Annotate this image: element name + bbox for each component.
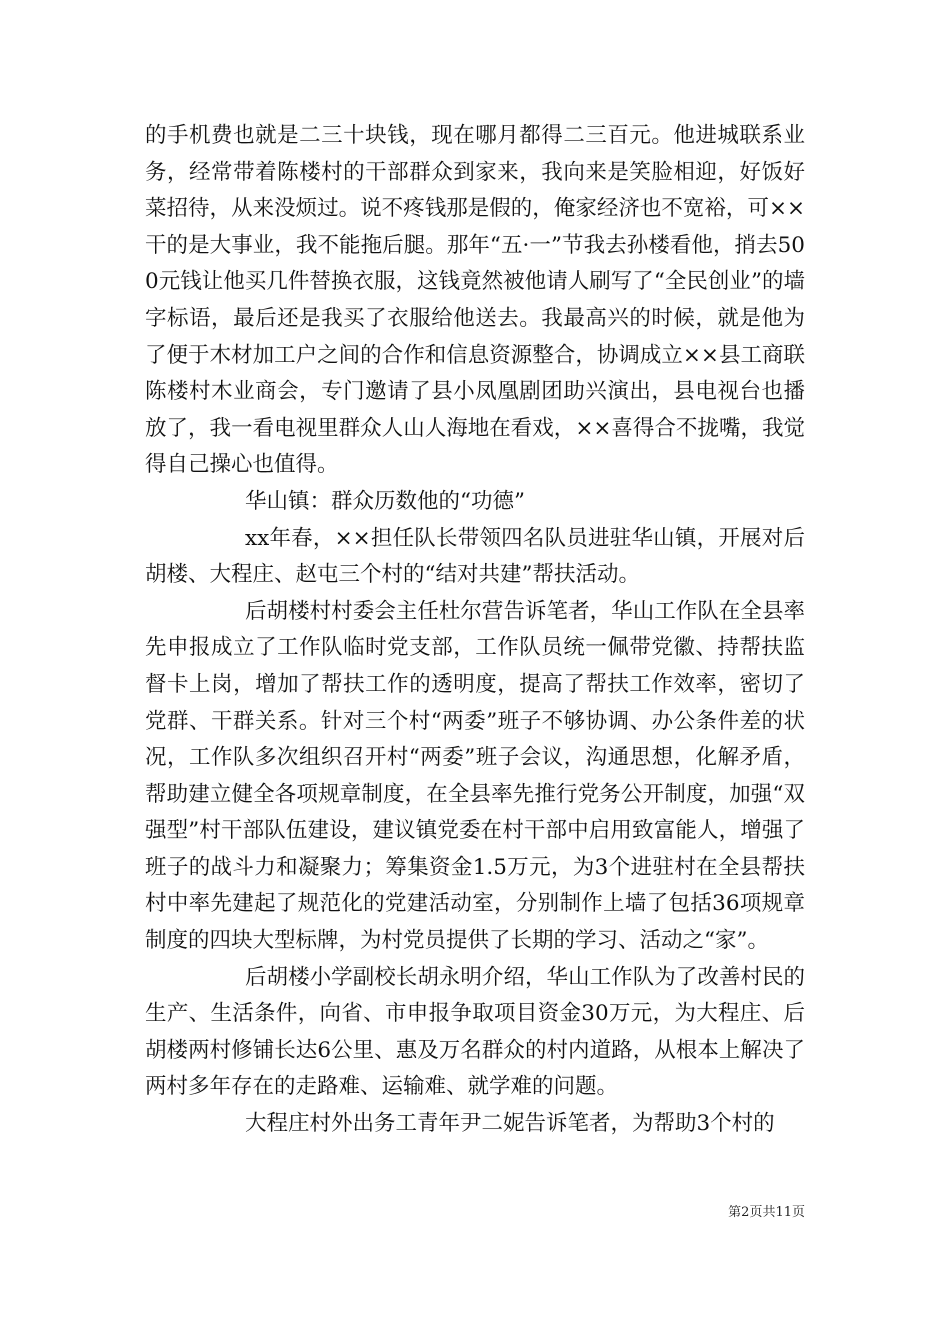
paragraph-du-eryng: 后胡楼村村委会主任杜尔营告诉笔者，华山工作队在全县率先申报成立了工作队临时党支部，工作队员统一佩带党徽、持帮扶监督卡上岗，增加了帮扶工作的透明度，提高了帮扶工作效率，密切了党群、干群关系。针对三个村“两委”班子不够协调、办公条件差的状况，工作队多次组织召开村“两委”班子会议，沟通思想，化解矛盾，帮助建立健全各项规章制度，在全县率先推行党务公开制度，加强“双强型”村干部队伍建设，建议镇党委在村干部中启用致富能人，增强了班子的战斗力和凝聚力；筹集资金1.5万元，为3个进驻村在全县帮扶村中率先建起了规范化的党建活动室，分别制作上墙了包括36项规章制度的四块大型标牌，为村党员提供了长期的学习、活动之“家”。 xyxy=(145,598,805,954)
document-body xyxy=(145,118,805,1143)
paragraph-yin-erni: 大程庄村外出务工青年尹二妮告诉笔者，为帮助3个村的 xyxy=(245,1111,775,1137)
page-number-footer: 第2页共11页 xyxy=(728,1205,805,1220)
section-heading-huashan: 华山镇：群众历数他的“功德” xyxy=(245,488,525,514)
paragraph-hu-yongming: 后胡楼小学副校长胡永明介绍，华山工作队为了改善村民的生产、生活条件，向省、市申报争取项目资金30万元，为大程庄、后胡楼两村修铺长达6公里、惠及万名群众的村内道路，从根本上解决了两村多年存在的走路难、运输难、就学难的问题。 xyxy=(145,964,805,1100)
paragraph-continuation: 的手机费也就是二三十块钱，现在哪月都得二三百元。他进城联系业务，经常带着陈楼村的干部群众到家来，我向来是笑脸相迎，好饭好菜招待，从来没烦过。说不疼钱那是假的，俺家经济也不宽裕，可××干的是大事业，我不能拖后腿。那年“五·一”节我去孙楼看他，捎去500元钱让他买几件替换衣服，这钱竟然被他请人刷写了“全民创业”的墙字标语，最后还是我买了衣服给他送去。我最高兴的时候，就是他为了便于木材加工户之间的合作和信息资源整合，协调成立××县工商联陈楼村木业商会，专门邀请了县小凤凰剧团助兴演出，县电视台也播放了，我一看电视里群众人山人海地在看戏，××喜得合不拢嘴，我觉得自己操心也值得。 xyxy=(145,123,805,478)
paragraph-intro: xx年春，××担任队长带领四名队员进驻华山镇，开展对后胡楼、大程庄、赵屯三个村的“结对共建”帮扶活动。 xyxy=(145,525,805,588)
